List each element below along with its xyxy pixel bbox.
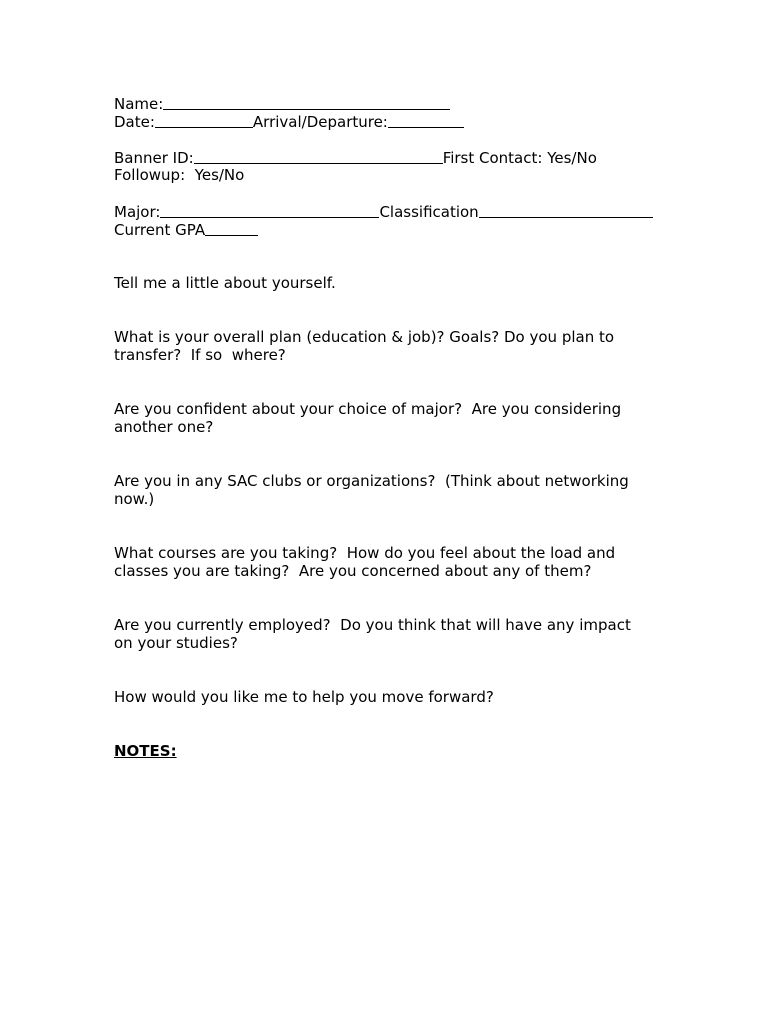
notes-heading: NOTES: (114, 742, 177, 760)
arrival-departure-blank[interactable] (388, 113, 464, 128)
banner-id-label: Banner ID: (114, 149, 194, 167)
banner-row (114, 148, 597, 167)
date-blank[interactable] (155, 113, 253, 128)
date-row (114, 112, 464, 131)
question-employment-line2: on your studies? (114, 634, 238, 652)
question-courses-line2: classes you are taking? Are you concerned about any of them? (114, 562, 592, 580)
gpa-label: Current GPA (114, 221, 206, 239)
name-row (114, 94, 450, 113)
question-major-confidence-line1: Are you confident about your choice of major? Are you considering (114, 400, 622, 418)
question-help-forward: How would you like me to help you move forward? (114, 688, 494, 706)
question-courses-line1: What courses are you taking? How do you feel about the load and (114, 544, 616, 562)
question-employment-line1: Are you currently employed? Do you think that will have any impact (114, 616, 631, 634)
date-label: Date: (114, 113, 155, 131)
question-overall-plan-line2: transfer? If so where? (114, 346, 286, 364)
question-clubs-line2: now.) (114, 490, 155, 508)
followup-row (114, 166, 244, 184)
classification-label: Classification (379, 203, 479, 221)
question-about-yourself: Tell me a little about yourself. (114, 274, 336, 292)
arrival-departure-label: Arrival/Departure: (252, 113, 388, 131)
banner-id-blank[interactable] (194, 149, 443, 164)
question-clubs-line1: Are you in any SAC clubs or organizations? (Think about networking (114, 472, 629, 490)
classification-blank[interactable] (479, 203, 653, 218)
major-row (114, 202, 653, 221)
first-contact-label: First Contact: Yes/No (442, 149, 597, 167)
followup-label: Followup: Yes/No (114, 166, 245, 184)
major-label: Major: (114, 203, 161, 221)
gpa-blank[interactable] (205, 221, 258, 236)
major-blank[interactable] (160, 203, 379, 218)
question-major-confidence-line2: another one? (114, 418, 214, 436)
name-blank[interactable] (163, 95, 450, 110)
name-label: Name: (114, 95, 164, 113)
gpa-row (114, 220, 258, 239)
question-overall-plan-line1: What is your overall plan (education & job)? Goals? Do you plan to (114, 328, 615, 346)
